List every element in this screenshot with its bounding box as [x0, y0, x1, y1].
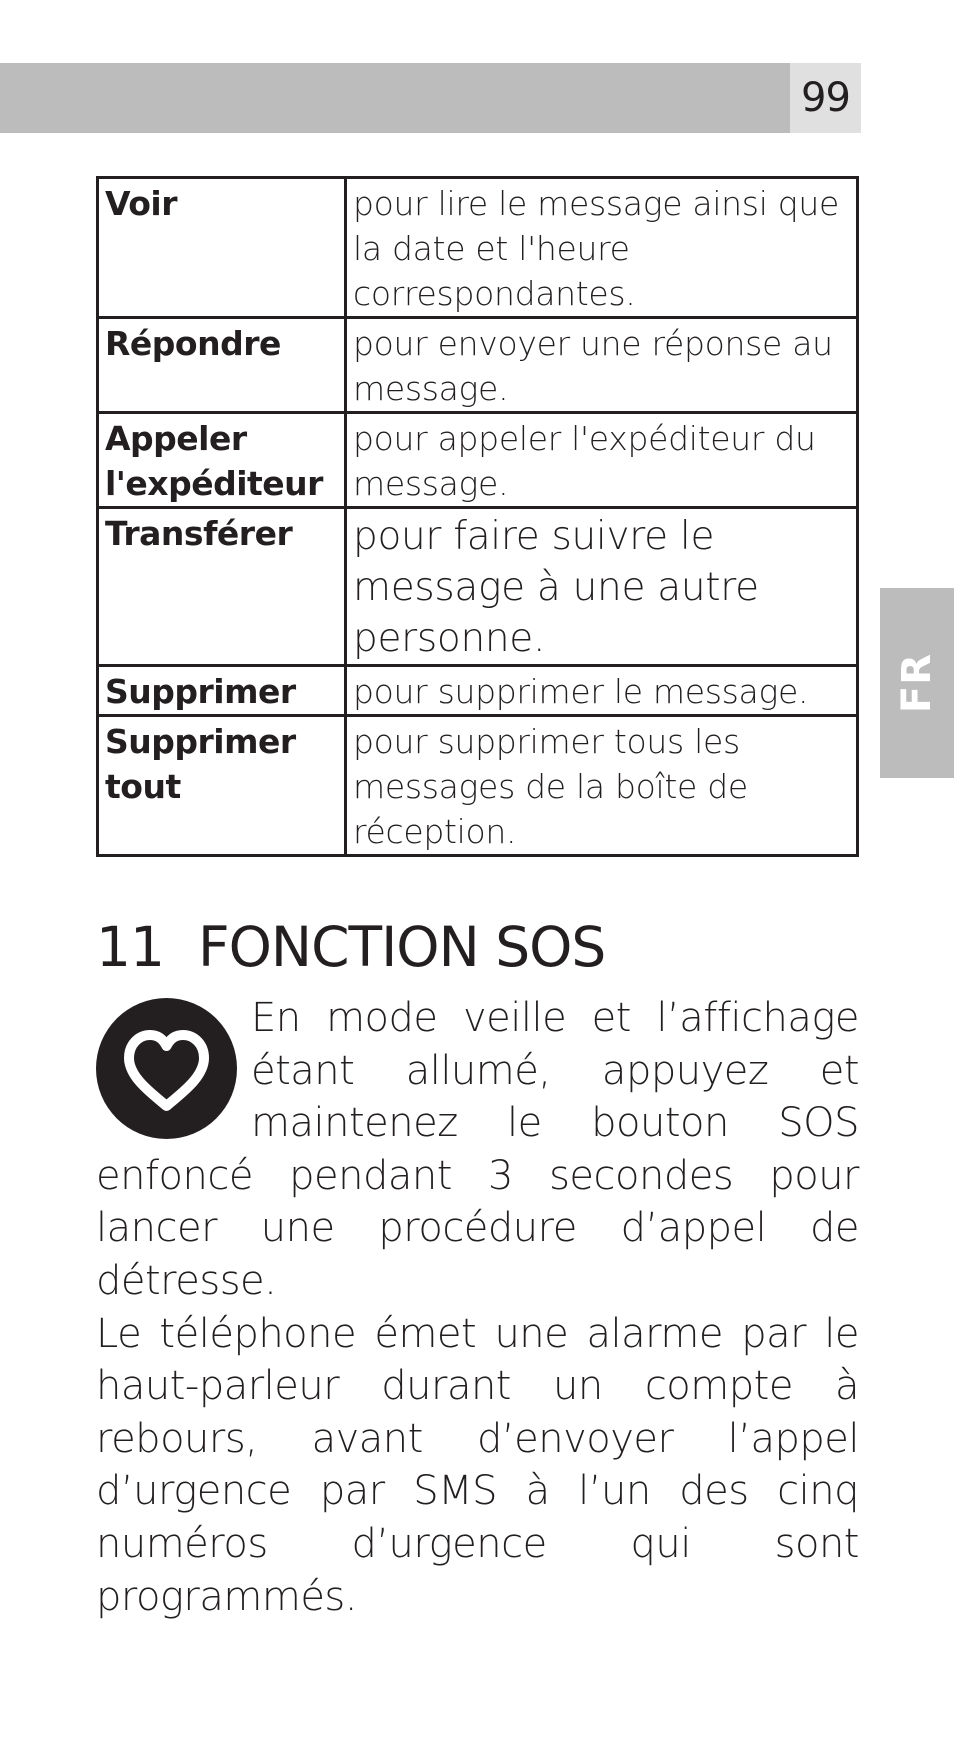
sos-paragraph-1: En mode veille et l’affichage étant allumé, appuyez et maintenez le bouton SOS enfoncé pendant 3 secondes pour lancer une procédure d’appel de détresse.: [96, 995, 859, 1304]
language-tab-label: FR: [894, 652, 940, 714]
table-row: [98, 666, 858, 716]
option-term: Supprimer tout: [98, 716, 346, 856]
table-row: [98, 178, 858, 318]
section-heading: FONCTION SOS: [198, 915, 606, 979]
table-row: [98, 413, 858, 508]
option-description: pour faire suivre le message à une autre personne.: [346, 508, 858, 666]
option-description: pour supprimer le message.: [346, 666, 858, 716]
table-row: [98, 716, 858, 856]
icon-spacer: [96, 992, 251, 1148]
option-term: Appeler l'expéditeur: [98, 413, 346, 508]
page-number: 99: [790, 63, 861, 133]
table-row: [98, 318, 858, 413]
section-title: [96, 912, 605, 982]
sos-description: [96, 992, 859, 1623]
table-row: [98, 508, 858, 666]
option-description: pour lire le message ainsi que la date et l'heure correspondantes.: [346, 178, 858, 318]
section-number: 11: [96, 915, 164, 979]
option-description: pour supprimer tous les messages de la boîte de réception.: [346, 716, 858, 856]
option-term: Transférer: [98, 508, 346, 666]
option-term: Répondre: [98, 318, 346, 413]
option-description: pour appeler l'expéditeur du message.: [346, 413, 858, 508]
header-bar: [0, 63, 790, 133]
language-tab: [880, 588, 954, 778]
option-term: Voir: [98, 178, 346, 318]
sos-paragraph-2: Le téléphone émet une alarme par le haut-parleur durant un compte à rebours, avant d’envoyer l’appel d’urgence par SMS à l’un des cinq numéros d’urgence qui sont programmés.: [96, 1310, 859, 1620]
message-options-table: [96, 176, 859, 857]
option-term: Supprimer: [98, 666, 346, 716]
option-description: pour envoyer une réponse au message.: [346, 318, 858, 413]
